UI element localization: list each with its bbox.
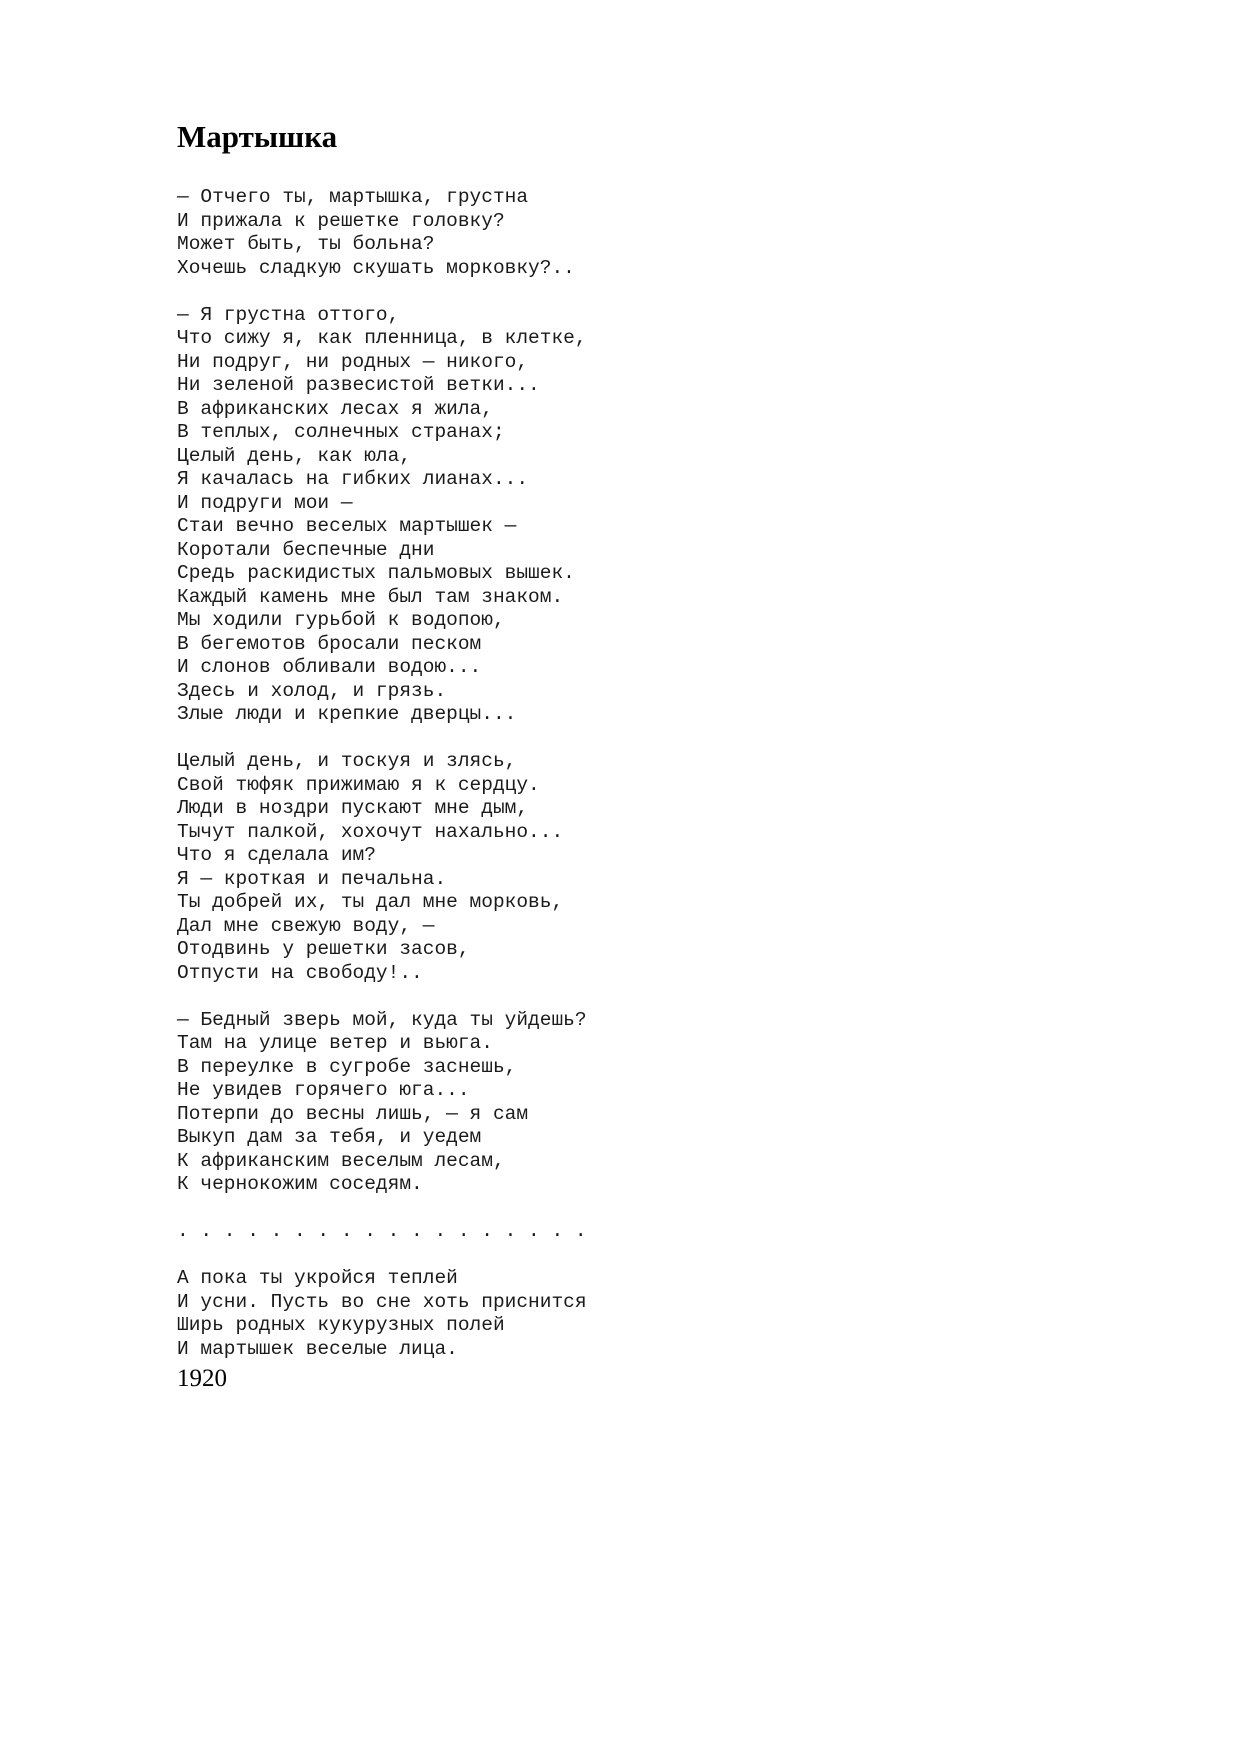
poem-line: К чернокожим соседям. (177, 1173, 423, 1195)
poem-line: В переулке в сугробе заснешь, (177, 1055, 517, 1078)
poem-line: Ни подруг, ни родных — никого, (177, 350, 529, 373)
poem-line: И прижала к решетке головку? (177, 209, 505, 232)
poem-line: Тычут палкой, хохочут нахально... (177, 820, 564, 843)
ellipsis-line: . . . . . . . . . . . . . . . . . . (177, 1220, 587, 1242)
poem-line: Целый день, и тоскуя и злясь, (177, 750, 517, 772)
poem-line: Здесь и холод, и грязь. (177, 679, 447, 702)
poem-line: — Я грустна оттого, (177, 303, 400, 326)
poem-line: Люди в ноздри пускают мне дым, (177, 797, 529, 819)
poem-line: Что я сделала им? (177, 844, 376, 866)
poem-body (177, 186, 587, 1361)
stanza-gap (177, 280, 587, 304)
poem-line: Ни зеленой развесистой ветки... (177, 374, 540, 396)
poem-line: И мартышек веселые лица. (177, 1337, 458, 1360)
poem-line: Ширь родных кукурузных полей (177, 1314, 505, 1336)
stanza-gap (177, 1244, 587, 1268)
poem-line: Злые люди и крепкие дверцы... (177, 703, 517, 725)
ellipsis-row (177, 1220, 587, 1244)
stanza-5 (177, 1267, 587, 1361)
poem-line: Коротали беспечные дни (177, 538, 435, 561)
poem-line: Там на улице ветер и вьюга. (177, 1032, 493, 1054)
poem-line: И подруги мои — (177, 491, 353, 514)
poem-line: Может быть, ты больна? (177, 233, 435, 255)
poem-line: Я — кроткая и печальна. (177, 867, 447, 890)
stanza-2 (177, 304, 587, 727)
poem-line: К африканским веселым лесам, (177, 1149, 505, 1172)
poem-line: Свой тюфяк прижимаю я к сердцу. (177, 773, 540, 796)
poem-line: Не увидев горячего юга... (177, 1079, 470, 1101)
poem-line: И слонов обливали водою... (177, 656, 482, 678)
stanza-1 (177, 186, 587, 280)
poem-line: В теплых, солнечных странах; (177, 421, 505, 443)
poem-line: И усни. Пусть во сне хоть приснится (177, 1290, 587, 1313)
poem-title: Мартышка (177, 119, 338, 154)
stanza-4 (177, 1009, 587, 1197)
poem-line: Ты добрей их, ты дал мне морковь, (177, 891, 564, 913)
poem-line: Отодвинь у решетки засов, (177, 938, 470, 960)
poem-line: Выкуп дам за тебя, и уедем (177, 1126, 482, 1148)
stanza-gap (177, 1197, 587, 1221)
poem-line: — Бедный зверь мой, куда ты уйдешь? (177, 1008, 587, 1031)
poem-line: Каждый камень мне был там знаком. (177, 585, 564, 608)
stanza-3 (177, 750, 587, 985)
poem-line: В бегемотов бросали песком (177, 632, 482, 655)
poem-line: Стаи вечно веселых мартышек — (177, 515, 517, 537)
poem-line: Хочешь сладкую скушать морковку?.. (177, 256, 575, 279)
poem-line: Мы ходили гурьбой к водопою, (177, 609, 505, 631)
poem-line: Целый день, как юла, (177, 444, 412, 467)
stanza-gap (177, 985, 587, 1009)
poem-line: В африканских лесах я жила, (177, 397, 493, 420)
poem-line: Средь раскидистых пальмовых вышек. (177, 562, 575, 584)
stanza-gap (177, 727, 587, 751)
poem-line: Я качалась на гибких лианах... (177, 468, 529, 490)
poem-year: 1920 (177, 1365, 227, 1392)
poem-line: — Отчего ты, мартышка, грустна (177, 186, 529, 208)
poem-line: А пока ты укройся теплей (177, 1267, 458, 1289)
poem-line: Дал мне свежую воду, — (177, 914, 435, 937)
poem-line: Потерпи до весны лишь, — я сам (177, 1102, 529, 1125)
poem-line: Отпусти на свободу!.. (177, 961, 423, 984)
poem-line: Что сижу я, как пленница, в клетке, (177, 327, 587, 349)
